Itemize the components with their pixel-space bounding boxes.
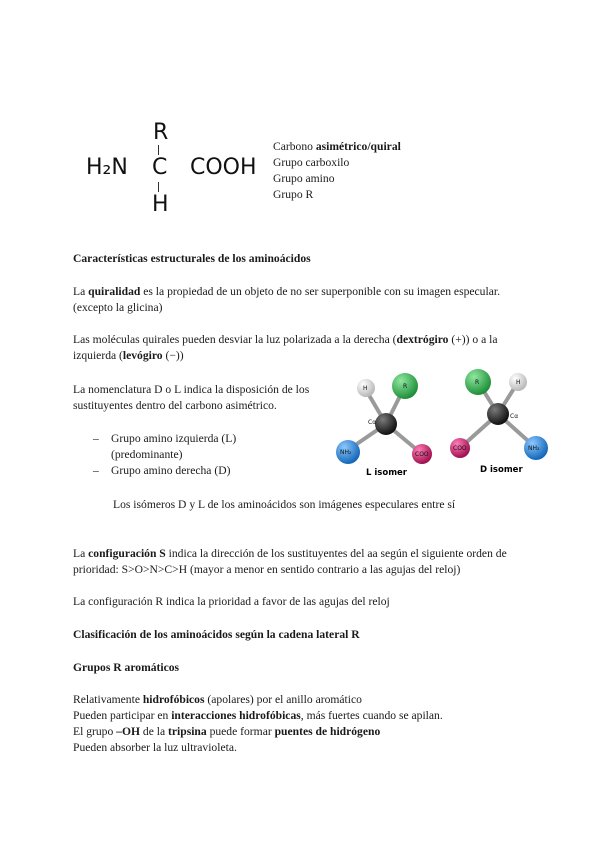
l-label-calpha: Cα xyxy=(368,419,377,426)
d-label-nh: NH₂ xyxy=(528,445,540,452)
list-item: – Grupo amino derecha (D) xyxy=(93,463,268,479)
formula-h2n: H₂N xyxy=(86,155,128,180)
paragraph-configuracion-s: La configuración S indica la dirección de los sustituyentes del aa según el siguiente orden de prioridad: S>O>N>C>H (mayor a menor en sentido contrario a las agujas del reloj) xyxy=(73,547,507,576)
d-isomer-caption: D isomer xyxy=(480,465,523,475)
l-label-cooh: COO xyxy=(415,451,429,458)
l-label-r: R xyxy=(403,383,408,390)
paragraph-configuracion-r: La configuración R indica la prioridad a favor de las agujas del reloj xyxy=(73,595,390,608)
aromatic-line-1: Relativamente hidrofóbicos (apolares) por el anillo aromático xyxy=(73,693,362,706)
aromatic-line-4: Pueden absorber la luz ultravioleta. xyxy=(73,741,237,754)
section-heading-caracteristicas: Características estructurales de los aminoácidos xyxy=(73,252,311,265)
l-carbon-atom xyxy=(375,413,397,435)
paragraph-isomeros-especulares: Los isómeros D y L de los aminoácidos son imágenes especulares entre sí xyxy=(113,498,456,511)
list-item: – Grupo amino izquierda (L) (predominante) xyxy=(93,431,268,463)
legend-line-r: Grupo R xyxy=(273,188,314,201)
paragraph-aromaticos xyxy=(73,692,533,756)
section-heading-aromaticos: Grupos R aromáticos xyxy=(73,661,180,674)
amino-position-list xyxy=(93,431,268,479)
aromatic-line-3: El grupo –OH de la tripsina puede formar puentes de hidrógeno xyxy=(73,725,381,738)
paragraph-nomenclatura: La nomenclatura D o L indica la disposición de los sustituyentes dentro del carbono asimétrico. xyxy=(73,383,310,412)
paragraph-luz-polarizada: Las moléculas quirales pueden desviar la luz polarizada a la derecha (dextrógiro (+)) o a la izquierda (levógiro (−)) xyxy=(73,333,498,362)
legend-line-carboxilo: Grupo carboxilo xyxy=(273,156,350,169)
d-label-cooh: COO xyxy=(453,445,467,452)
formula-r: R xyxy=(153,120,169,145)
l-isomer-model xyxy=(336,373,432,478)
d-label-h: H xyxy=(516,379,521,386)
d-carbon-atom xyxy=(487,403,509,425)
l-isomer-caption: L isomer xyxy=(366,468,408,478)
l-label-nh: NH₂ xyxy=(340,449,352,456)
formula-cooh: COOH xyxy=(190,155,257,180)
l-label-h: H xyxy=(363,385,368,392)
formula-bond-top xyxy=(158,145,159,155)
section-heading-clasificacion: Clasificación de los aminoácidos según la cadena lateral R xyxy=(73,628,360,641)
formula-h: H xyxy=(152,192,169,217)
formula-legend xyxy=(273,139,473,203)
d-label-calpha: Cα xyxy=(510,413,519,420)
paragraph-quiralidad: La quiralidad es la propiedad de un objeto de no ser superponible con su imagen especular. (excepto la glicina) xyxy=(73,285,500,314)
d-label-r: R xyxy=(475,379,480,386)
legend-line-amino: Grupo amino xyxy=(273,172,335,185)
formula-c: C xyxy=(152,155,168,180)
legend-line-carbono: Carbono asimétrico/quiral xyxy=(273,140,401,153)
formula-bond-bottom xyxy=(158,182,159,192)
d-isomer-model xyxy=(450,369,548,475)
isomer-illustration xyxy=(330,368,560,480)
aromatic-line-2: Pueden participar en interacciones hidrofóbicas, más fuertes cuando se apilan. xyxy=(73,709,443,722)
